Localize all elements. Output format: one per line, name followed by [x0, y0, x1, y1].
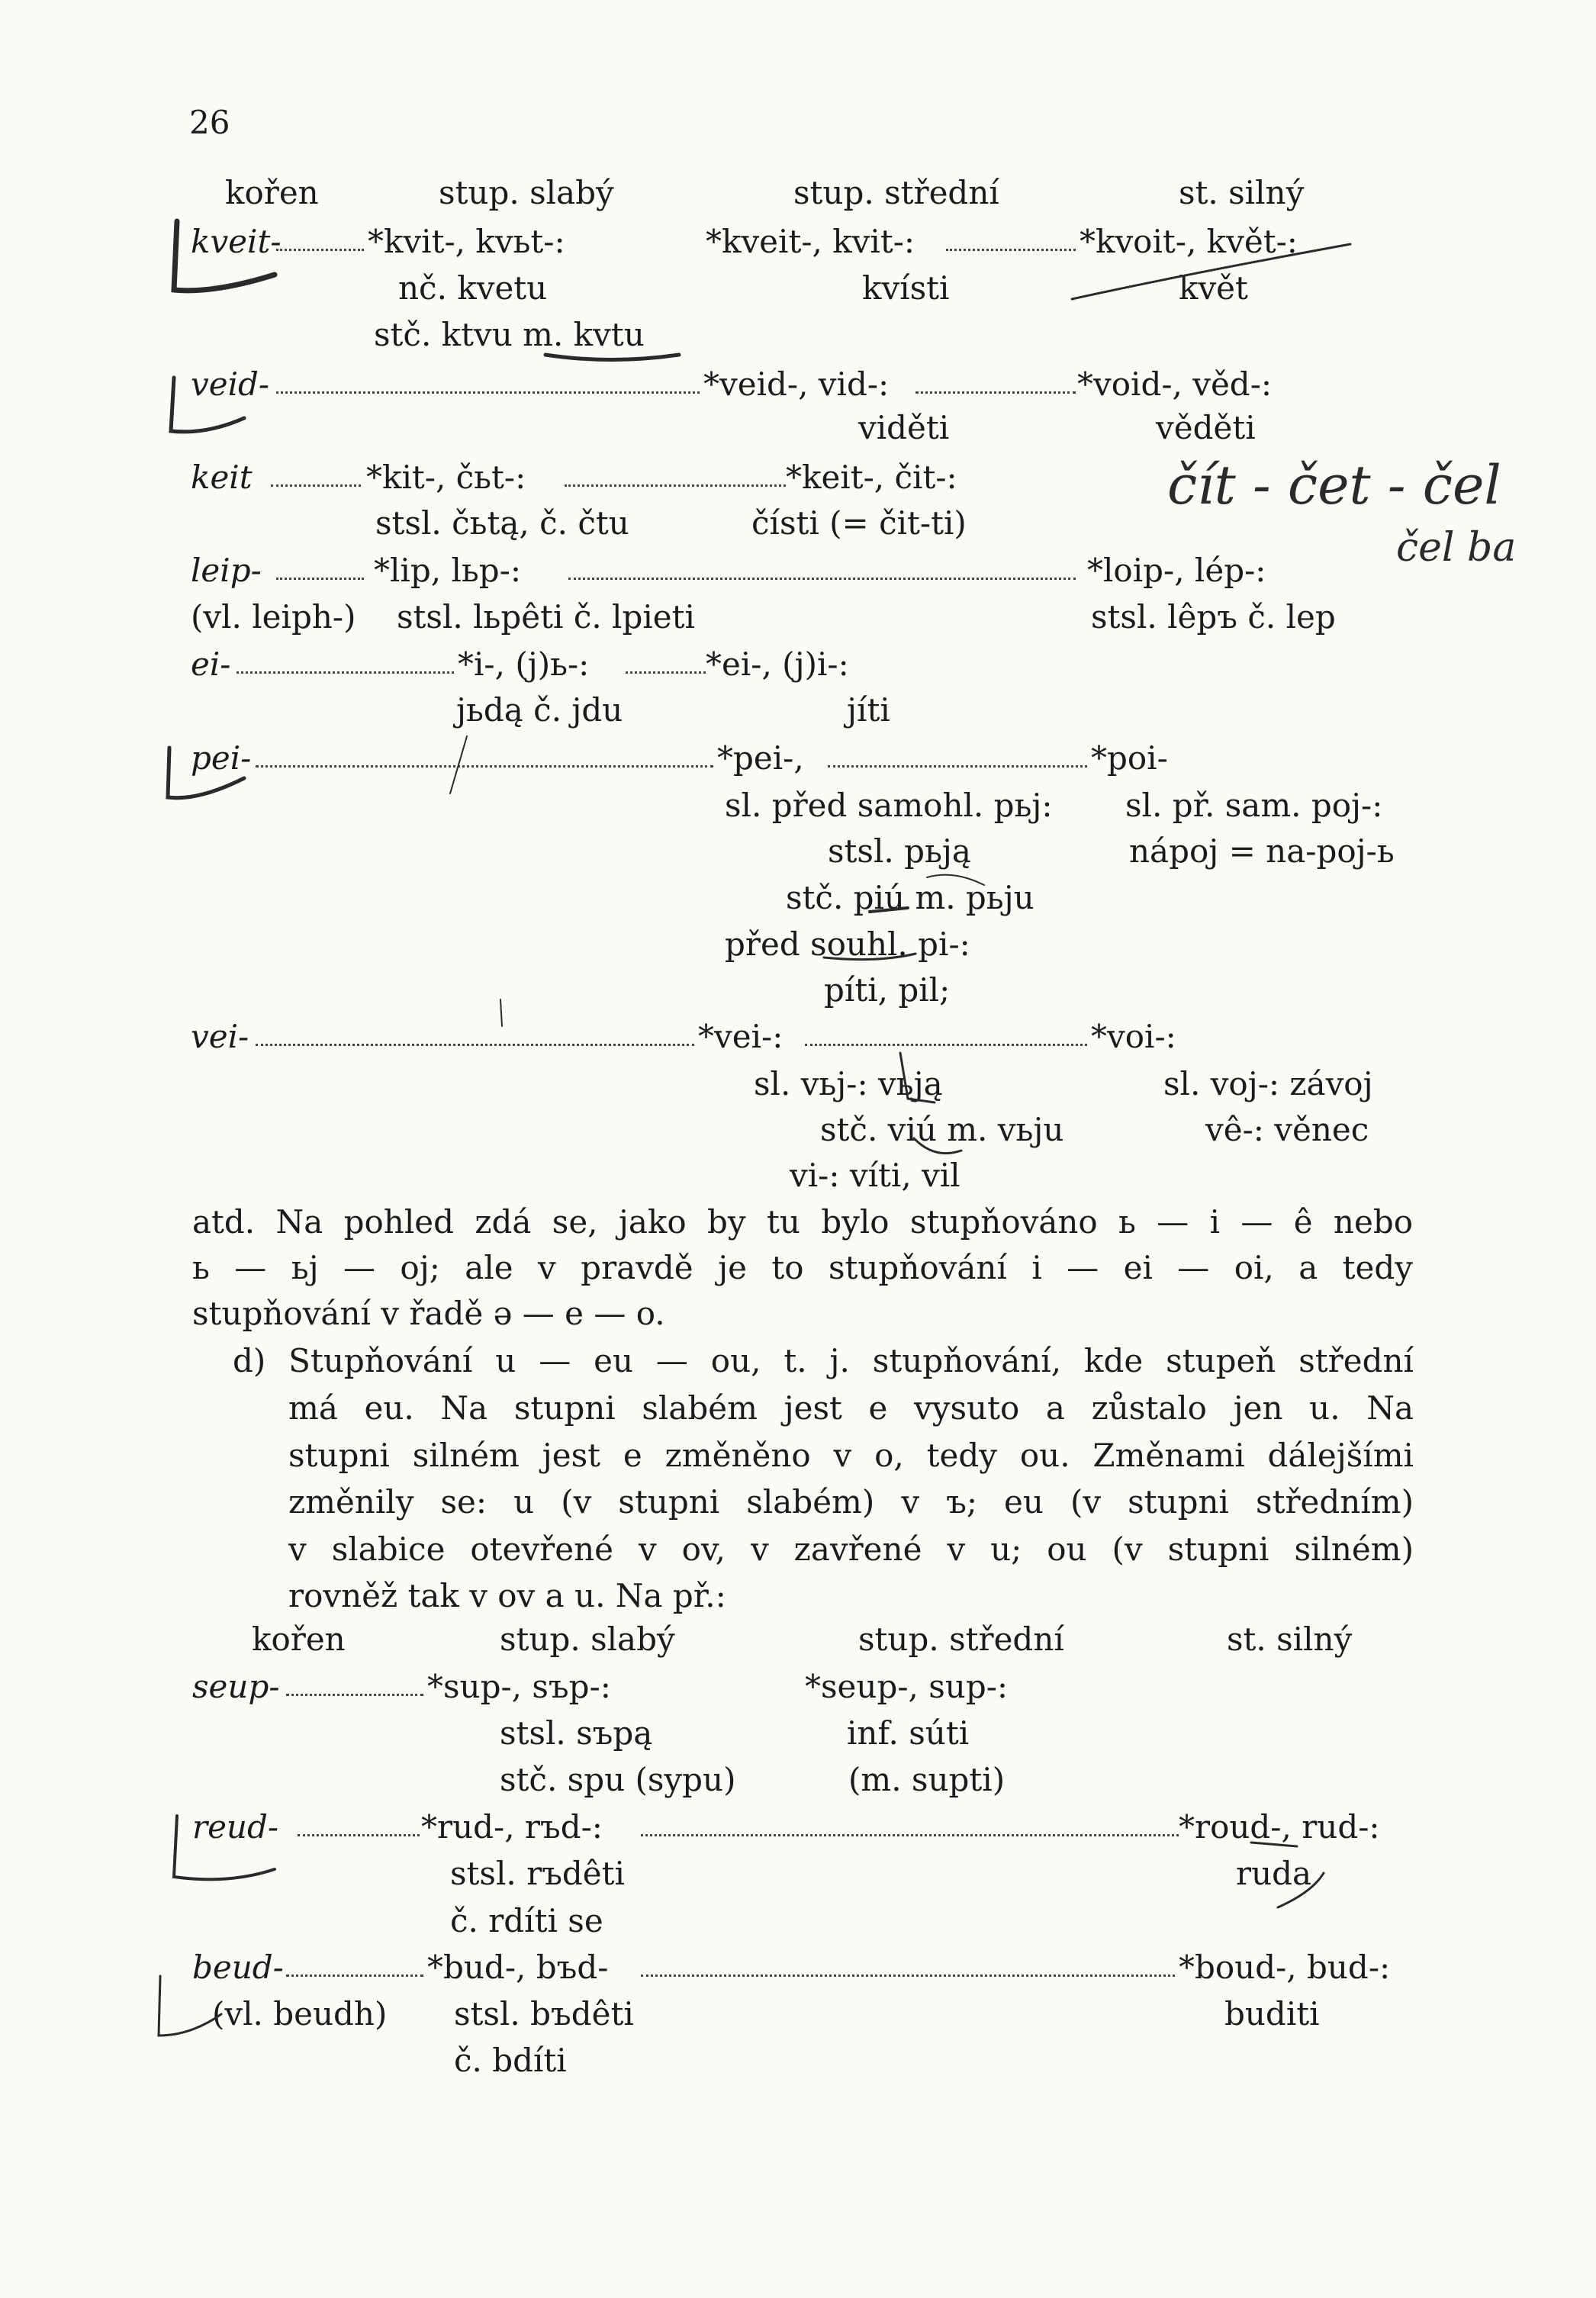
header-weak-grade: stup. slabý — [500, 1621, 675, 1658]
weak-example: stč. spu (sypu) — [500, 1761, 736, 1798]
strong-example: vê-: věnec — [1205, 1111, 1369, 1148]
weak-form: *bud-, bъd- — [427, 1949, 609, 1986]
middle-example: stč. viú m. vьju — [820, 1111, 1064, 1148]
strong-example: věděti — [1156, 409, 1256, 446]
strong-form: *voi-: — [1091, 1018, 1176, 1055]
middle-example: před souhl. pi-: — [725, 925, 970, 963]
middle-example: viděti — [858, 409, 950, 446]
root-veid: veid- — [191, 365, 270, 403]
weak-form: *kvit-, kvьt-: — [368, 223, 565, 260]
root-leip: leip- — [191, 552, 262, 589]
root-variant: (vl. leiph-) — [191, 598, 356, 636]
margin-bracket — [171, 378, 244, 432]
pencil-mark — [500, 999, 502, 1026]
middle-form: *seup-, sup-: — [805, 1668, 1009, 1705]
middle-example: stč. piú m. pьju — [786, 879, 1035, 916]
pencil-mark — [824, 954, 915, 960]
strong-example: buditi — [1224, 1995, 1320, 2032]
header-strong-grade: st. silný — [1227, 1621, 1353, 1658]
root-vei: vei- — [191, 1018, 249, 1055]
weak-example: stč. ktvu m. kvtu — [374, 316, 645, 353]
root-variant: (vl. beudh) — [212, 1995, 388, 2032]
weak-example: nč. kvetu — [398, 269, 548, 307]
paragraph-line: ь — ьj — oj; ale v pravdě je to stupňování i — ei — oi, a tedy — [192, 1249, 1413, 1286]
middle-form: *kveit-, kvit-: — [706, 223, 915, 260]
weak-example: č. rdíti se — [450, 1902, 603, 1939]
strong-form: *boud-, bud-: — [1179, 1949, 1391, 1986]
root-beud: beud- — [192, 1949, 284, 1986]
strong-example: sl. př. sam. poj-: — [1125, 787, 1383, 824]
handwritten-note: čít - čet - čel — [1167, 454, 1501, 517]
middle-example: kvísti — [862, 269, 950, 307]
margin-bracket — [174, 1816, 275, 1879]
pencil-mark — [1278, 1873, 1324, 1907]
header-weak-grade: stup. slabý — [439, 174, 614, 211]
paragraph-line: změnily se: u (v stupni slabém) v ъ; eu (v stupni středním) — [288, 1483, 1414, 1521]
middle-form: *ei-, (j)i-: — [706, 645, 849, 683]
strong-example: sl. voj-: závoj — [1163, 1065, 1373, 1102]
paragraph-line: má eu. Na stupni slabém jest e vysuto a zůstalo jen u. Na — [288, 1389, 1414, 1427]
margin-bracket — [159, 1976, 221, 2036]
pencil-mark — [450, 736, 467, 793]
middle-form: *veid-, vid-: — [703, 365, 890, 403]
margin-bracket — [168, 748, 244, 798]
weak-form: *lip, lьp-: — [374, 552, 521, 589]
strong-example: květ — [1179, 269, 1248, 307]
middle-example: inf. súti — [847, 1714, 970, 1752]
paragraph-line: stupni silném jest e změněno v o, tedy ou. Změnami dálejšími — [288, 1437, 1414, 1474]
weak-form: *sup-, sъp-: — [427, 1668, 611, 1705]
root-seup: seup- — [192, 1668, 280, 1705]
pencil-mark — [927, 875, 984, 885]
weak-form: *kit-, čьt-: — [366, 459, 526, 496]
pencil-mark — [914, 1138, 961, 1154]
middle-form: *vei-: — [698, 1018, 784, 1055]
underline-mark — [545, 355, 679, 360]
weak-example: stsl. lьpêti č. lpieti — [397, 598, 695, 636]
root-keit: keit — [191, 459, 253, 496]
header-root: kořen — [225, 174, 319, 211]
strong-form: *kvoit-, květ-: — [1080, 223, 1298, 260]
paragraph-line: rovněž tak v ov a u. Na př.: — [288, 1577, 726, 1614]
pencil-mark — [900, 1053, 935, 1102]
strong-form: *loip-, lép-: — [1087, 552, 1266, 589]
strong-example: nápoj = na-poj-ь — [1129, 832, 1395, 870]
weak-example: stsl. rъdêti — [450, 1855, 625, 1892]
header-middle-grade: stup. střední — [793, 174, 999, 211]
strong-form: *poi- — [1091, 739, 1168, 777]
weak-example: jьdą č. jdu — [456, 691, 623, 729]
middle-form: *pei-, — [717, 739, 804, 777]
strong-form: *void-, věd-: — [1077, 365, 1273, 403]
pencil-mark — [870, 908, 908, 912]
middle-example: sl. vьj-: vьją — [754, 1065, 943, 1102]
middle-form: *keit-, čit-: — [786, 459, 957, 496]
middle-example: stsl. pьją — [828, 832, 971, 870]
weak-form: *rud-, rъd-: — [421, 1808, 603, 1846]
root-pei: pei- — [191, 739, 252, 777]
paragraph-line: stupňování v řadě ə — e — o. — [192, 1295, 665, 1332]
weak-example: č. bdíti — [454, 2042, 567, 2079]
weak-example: stsl. bъdêti — [454, 1995, 634, 2032]
middle-example: vi-: víti, vil — [790, 1157, 960, 1194]
paragraph-line: atd. Na pohled zdá se, jako by tu bylo stupňováno ь — i — ê nebo — [192, 1203, 1413, 1241]
middle-example: píti, pil; — [824, 971, 951, 1009]
root-kveit: kveit- — [191, 223, 282, 260]
root-ei: ei- — [191, 645, 231, 683]
middle-example: jíti — [847, 691, 890, 729]
strong-form: *roud-, rud-: — [1179, 1808, 1380, 1846]
pencil-stroke — [1072, 244, 1350, 299]
paragraph-line: v slabice otevřené v ov, v zavřené v u; ou (v stupni silném) — [288, 1530, 1414, 1568]
handwritten-note: čel ba — [1396, 525, 1517, 571]
paragraph-line: d) Stupňování u — eu — ou, t. j. stupňování, kde stupeň střední — [233, 1342, 1414, 1379]
weak-form: *i-, (j)ь-: — [458, 645, 590, 683]
middle-example: (m. supti) — [848, 1761, 1006, 1798]
header-strong-grade: st. silný — [1179, 174, 1305, 211]
header-middle-grade: stup. střední — [858, 1621, 1064, 1658]
middle-example: čísti (= čit-ti) — [751, 504, 967, 542]
middle-example: sl. před samohl. pьj: — [725, 787, 1053, 824]
header-root: kořen — [252, 1621, 346, 1658]
strong-example: stsl. lêpъ č. lep — [1091, 598, 1336, 636]
pencil-mark — [1251, 1843, 1297, 1846]
page-number: 26 — [189, 104, 230, 141]
strong-example: ruda — [1236, 1855, 1312, 1892]
margin-bracket — [174, 221, 275, 291]
weak-example: stsl. sъpą — [500, 1714, 653, 1752]
weak-example: stsl. čьtą, č. čtu — [375, 504, 629, 542]
root-reud: reud- — [192, 1808, 279, 1846]
